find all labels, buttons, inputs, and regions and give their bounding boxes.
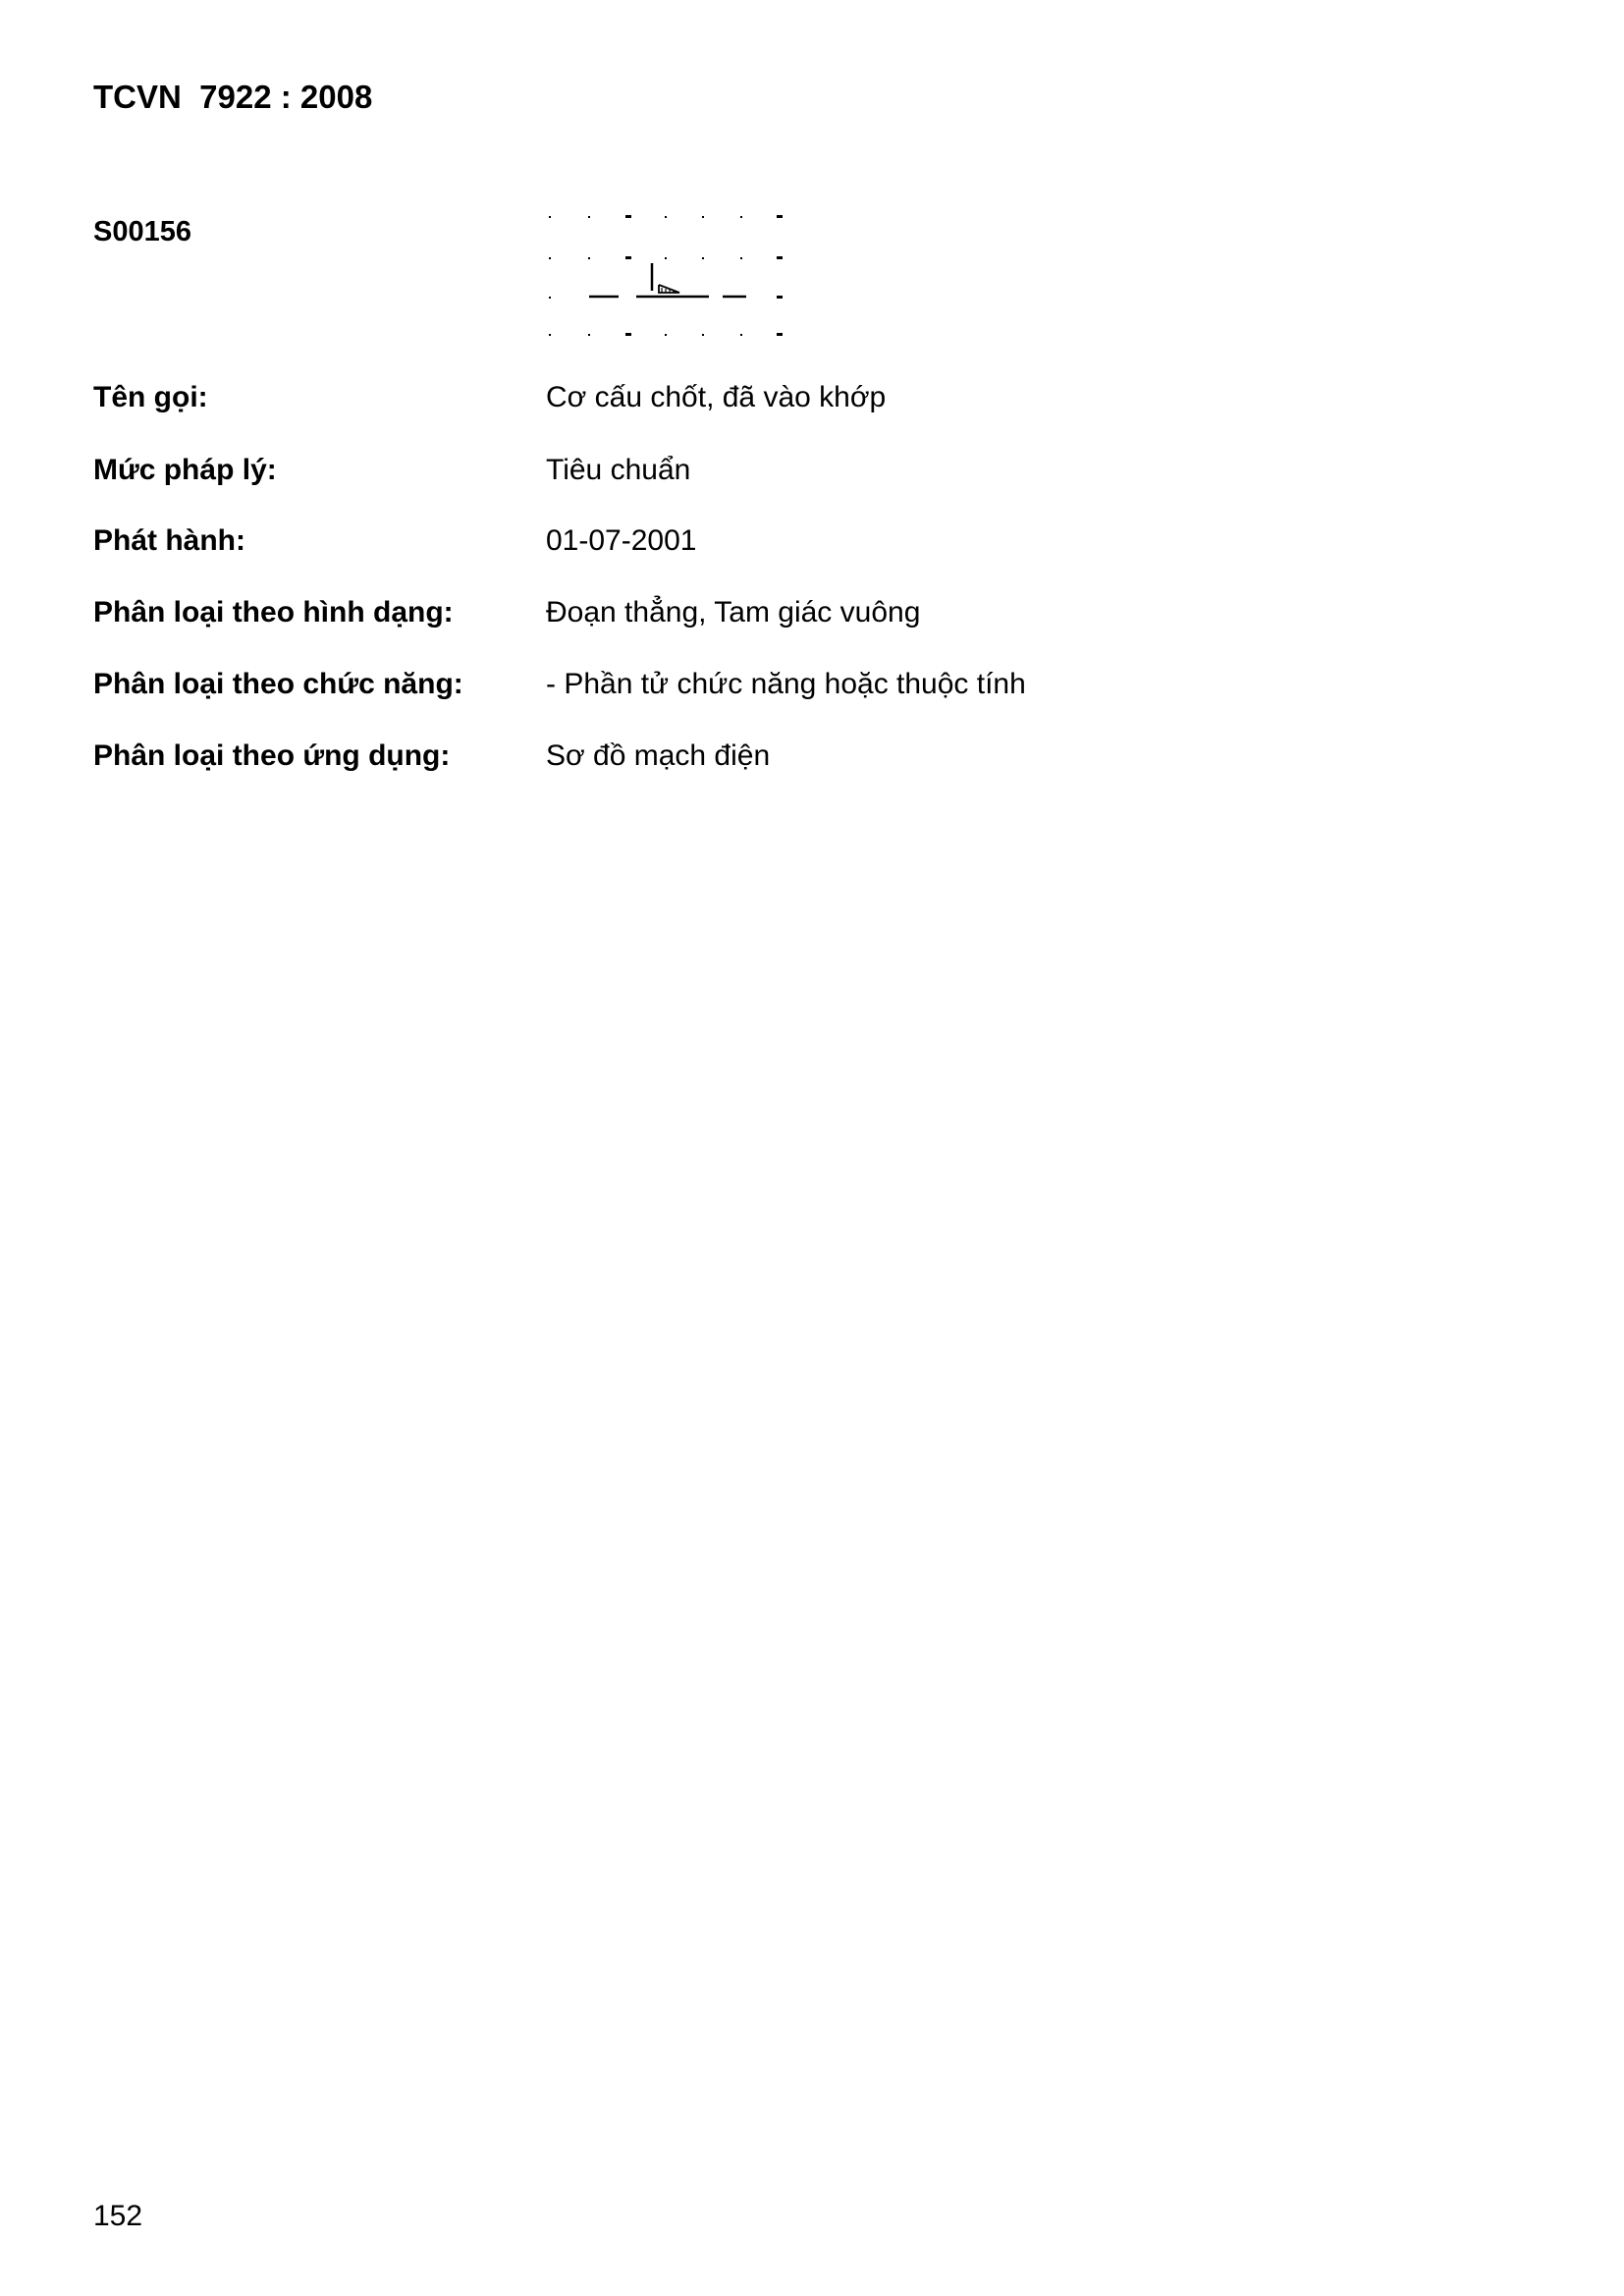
legal-level-label: Mức pháp lý: bbox=[93, 454, 277, 486]
legal-level-value: Tiêu chuẩn bbox=[546, 454, 691, 486]
release-date-value: 01-07-2001 bbox=[546, 524, 697, 557]
shape-class-value: Đoạn thẳng, Tam giác vuông bbox=[546, 596, 921, 629]
symbol-strokes bbox=[589, 263, 746, 297]
name-value: Cơ cấu chốt, đã vào khớp bbox=[546, 381, 887, 413]
name-label: Tên gọi: bbox=[93, 381, 208, 413]
shape-class-label: Phân loại theo hình dạng: bbox=[93, 596, 454, 629]
standard-title: TCVN 7922 : 2008 bbox=[93, 79, 373, 115]
application-class-value: Sơ đồ mạch điện bbox=[546, 739, 771, 772]
page-number: 152 bbox=[93, 2200, 143, 2232]
symbol-code: S00156 bbox=[93, 216, 191, 247]
function-class-value: - Phần tử chức năng hoặc thuộc tính bbox=[546, 668, 1026, 700]
symbol-grid bbox=[549, 215, 783, 336]
release-date-label: Phát hành: bbox=[93, 524, 245, 557]
application-class-label: Phân loại theo ứng dụng: bbox=[93, 739, 451, 772]
engaged-latch-symbol-icon bbox=[540, 206, 805, 354]
function-class-label: Phân loại theo chức năng: bbox=[93, 668, 463, 700]
